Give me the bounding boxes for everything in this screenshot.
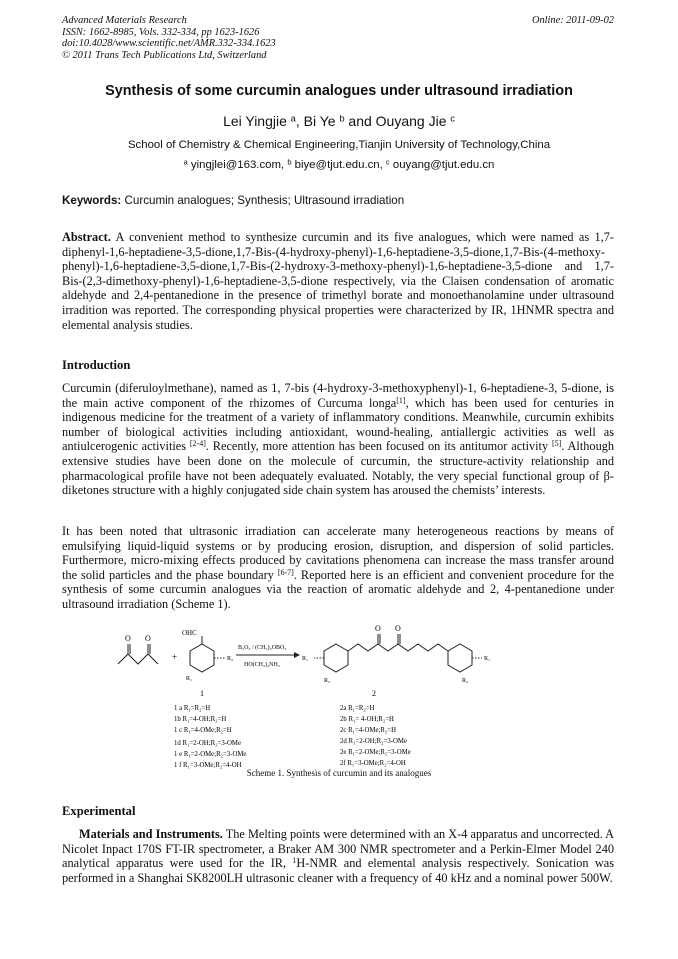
arrow-head-icon — [294, 652, 300, 658]
paper-title: Synthesis of some curcumin analogues under ultrasound irradiation — [105, 83, 573, 99]
abstract — [62, 230, 614, 332]
substituent-entry: 2b R₁= 4-OH;R₂=H — [340, 716, 394, 723]
email-sup: c — [386, 157, 390, 167]
experimental-paragraph — [62, 827, 614, 885]
substituent-list-2 — [340, 705, 411, 767]
experimental-text: H-NMR and elemental analysis respectively. Sonication was performed in a Shanghai SK8200LH ultrasonic cleaner with a frequency of 40 kHz and a nominal power 500W. — [62, 856, 614, 885]
introduction-paragraph-1 — [62, 381, 614, 498]
author-sup: c — [450, 113, 455, 124]
author-name: Lei Yingjie — [223, 113, 287, 129]
compound-2-label: 2 — [372, 689, 376, 698]
substituent-entry: 1 a R₁=R₂=H — [174, 705, 211, 712]
author-sup: a — [290, 113, 296, 124]
keywords-text: Curcumin analogues; Synthesis; Ultrasound irradiation — [124, 194, 405, 207]
superscript: 1 — [292, 856, 297, 866]
carbonyl-o-label: O — [395, 624, 401, 633]
intro-text: It has been noted that ultrasonic irradiation can accelerate many heterogeneous reactions by means of emulsifying liquid-liquid systems or by producing erosion, disruption, and dispersion of solid particles. Furthermore, micro-mixing effects produced by cavitations phenomena can increase the mass transfer around the solid particles and the phase boundary — [62, 524, 614, 582]
scheme-drawing — [110, 622, 580, 790]
carbonyl-o-label: O — [145, 634, 151, 643]
intro-text: , which has been used for centuries in indigenous medicine for the treatment of a variety of inflammatory conditions. Meanwhile, curcumin exhibits number of biological activities including antioxidant, wound-healing, antiallergic activities as well as antiulcerogenic activities — [62, 395, 614, 454]
carbonyl-o-label: O — [125, 634, 131, 643]
intro-text: . Recently, more attention has been focused on its antitumor activity — [205, 439, 549, 454]
journal-header — [62, 15, 482, 61]
reagent-bottom: HO(CH₂)₂NH₂ — [244, 662, 280, 668]
reaction-scheme — [110, 622, 580, 790]
introduction-paragraph-2 — [62, 524, 614, 612]
reagent-top: B₂O₃ / (CH₃)₃OBO₃ — [238, 645, 287, 651]
r2-label: R₂ — [324, 678, 331, 684]
email-link[interactable]: biye@tjut.edu.cn — [294, 159, 380, 171]
intro-text: . Reported here is an efficient and convenient procedure for the synthesis of some curcumin analogues via the reaction of aromatic aldehyde and 2, 4-pentanedione under ultrasound irradiation (Scheme 1). — [62, 567, 614, 611]
substituent-entry: 1b R₁=4-OH;R₂=H — [174, 716, 227, 723]
substituent-list-1 — [174, 705, 246, 769]
r1-label: R₁ — [484, 656, 491, 662]
substituent-entry: 1 e R₁=2-OMe;R₂=3-OMe — [174, 751, 247, 758]
issn: ISSN: 1662-8985, Vols. 332-334, pp 1623-1626 — [62, 26, 260, 38]
email-sup: b — [287, 157, 292, 167]
scheme-caption: Scheme 1. Synthesis of curcumin and its analogues — [246, 768, 432, 778]
email-list: $^a$ yingjlei@163.com, $^b$ biye@tjut.edu.cn, $^c$ ouyang@tjut.edu.cn — [183, 157, 495, 171]
compound-1-label: 1 — [200, 689, 204, 698]
author-list: Lei Yingjie $^a$, Bi Ye $^b$ and Ouyang Jie $^c$ — [223, 113, 455, 129]
r1-label: R₁ — [302, 656, 309, 662]
citation[interactable]: [2-4] — [189, 439, 206, 449]
journal-name: Advanced Materials Research — [62, 15, 187, 26]
materials-label: Materials and Instruments. — [79, 827, 223, 841]
author-sup: b — [339, 113, 345, 124]
r2-label: R₂ — [227, 656, 234, 662]
aldehyde-ring — [190, 636, 226, 672]
affiliation: School of Chemistry & Chemical Engineering,Tianjin University of Technology,China — [127, 139, 551, 151]
citation[interactable]: [1] — [396, 395, 406, 405]
carbonyl-o-label: O — [375, 624, 381, 633]
cho-label: OHC — [182, 629, 197, 637]
email-link[interactable]: ouyang@tjut.edu.cn — [392, 159, 495, 171]
substituent-entry: 1 c R₁=4-OMe;R₂=H — [174, 727, 232, 734]
online-date: Online: 2011-09-02 — [531, 15, 614, 26]
author-name: Bi Ye — [303, 113, 336, 129]
substituent-entry: 2d R₁=2-OH;R₂=3-OMe — [340, 738, 407, 745]
keywords-label: Keywords: — [62, 194, 122, 207]
citation[interactable]: [6-7] — [277, 567, 294, 577]
substituent-entry: 2f R₁=3-OMe;R₂=4-OH — [340, 760, 406, 767]
citation[interactable]: [5] — [552, 439, 562, 449]
keywords — [62, 194, 622, 207]
abstract-label: Abstract. — [62, 230, 111, 244]
copyright: © 2011 Trans Tech Publications Ltd, Switzerland — [62, 49, 267, 61]
experimental-text: The Melting points were determined with an X-4 apparatus and uncorrected. A Nicolet Inpact 170S FT-IR spectrometer, a Braker AM 300 NMR spectrometer and a Perkin-Elmer Model 240 analytical apparatus were used for the IR, — [62, 827, 614, 871]
substituent-entry: 1d R₁=2-OH;R₂=3-OMe — [174, 740, 241, 747]
product-structure — [314, 634, 482, 672]
doi: doi:10.4028/www.scientific.net/AMR.332-334.1623 — [62, 38, 276, 50]
author-name: Ouyang Jie — [375, 113, 447, 129]
r2-label: R₂ — [462, 678, 469, 684]
plus-sign: + — [172, 652, 178, 662]
abstract-text: A convenient method to synthesize curcumin and its five analogues, which were named as 1,7-diphenyl-1,6-heptadiene-3,5-dione,1,7-Bis-(4-hydroxy-phenyl)-1,6-heptadiene-3,5-dione,1,7-Bis-(4-methoxy-phenyl)-1,6-heptadiene-3,5-dione,1,7-Bis-(2-hydroxy-3-methoxy-phenyl)-1,6-heptadiene-3,5-dione and 1,7-Bis-(2,3-dimethoxy-phenyl)-1,6-heptadiene-3,5-dione respectively, via the Claisen condensation of aromatic aldehyde and 2,4-pentanedione in the presence of trimethyl borate and monoethanolamine under ultrasound irradition was reported. The corresponding physical properties were characterized by IR, 1HNMR spectra and elemental analysis studies. — [62, 230, 614, 332]
substituent-entry: 2c R₁=4-OMe;R₂=H — [340, 727, 397, 734]
substituent-entry: 2e R₁=2-OMe;R₂=3-OMe — [340, 749, 411, 756]
substituent-entry: 2a R₁=R₂=H — [340, 705, 375, 712]
email-sup: a — [183, 157, 188, 167]
experimental-heading: Experimental — [62, 804, 136, 818]
email-link[interactable]: yingjlei@163.com — [190, 159, 281, 171]
substituent-entry: 1 f R₁=3-OMe;R₂=4-OH — [174, 762, 242, 769]
intro-text: Curcumin (diferuloylmethane), named as 1, 7-bis (4-hydroxy-3-methoxyphenyl)-1, 6-heptadiene-3, 5-dione, is the main active component of the rhizomes of Curcuma longa — [62, 381, 614, 410]
r1-label: R₁ — [186, 676, 193, 682]
introduction-heading: Introduction — [62, 358, 131, 372]
authors-and: and — [348, 113, 372, 129]
pentanedione-structure — [118, 644, 158, 664]
intro-text: . Although extensive studies have been done on the molecule of curcumin, the structure-activity relationship and pharmacological profile have not been adequately evaluated. Notably, the very special functional group of β-diketones structure with a highly conjugated side chain system has aroused the chemists’ interests. — [62, 439, 615, 498]
